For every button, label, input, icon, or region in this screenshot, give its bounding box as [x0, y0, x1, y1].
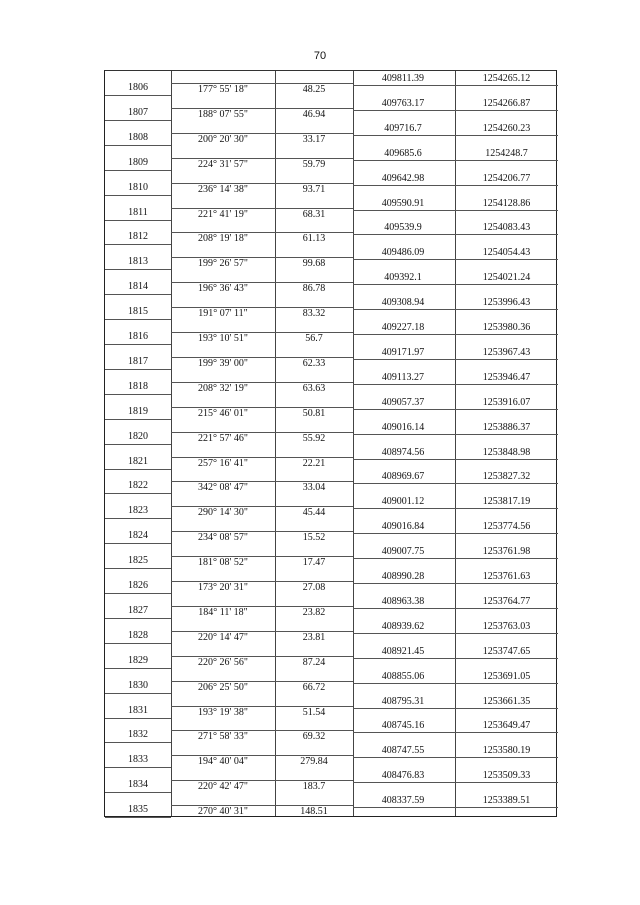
bearing-value: 236° 14' 38": [198, 183, 248, 195]
table-row: [105, 644, 556, 667]
distance-value: 183.7: [302, 781, 326, 793]
table-row: [105, 171, 556, 194]
point-id: 1820: [128, 430, 148, 442]
northing-value: 1253580.19: [482, 745, 531, 757]
point-id: 1811: [128, 206, 148, 218]
row-rule: [353, 259, 558, 260]
bearing-value: 208° 19' 18": [198, 233, 248, 245]
row-rule: [353, 210, 558, 211]
point-id: 1822: [128, 480, 148, 492]
table-row: [105, 569, 556, 592]
point-id: 1819: [128, 405, 148, 417]
point-id: 1816: [128, 331, 148, 342]
distance-value: 33.17: [302, 133, 326, 145]
distance-value: 66.72: [302, 681, 326, 693]
distance-value: 69.32: [302, 731, 326, 743]
bearing-value: 215° 46' 01": [198, 407, 248, 419]
distance-value: 279.84: [300, 756, 328, 768]
table-row: [105, 245, 556, 268]
easting-value: 408939.62: [381, 620, 425, 632]
table-row: [105, 96, 556, 119]
distance-value: 51.54: [302, 706, 326, 718]
easting-value: 409113.27: [381, 371, 425, 383]
northing-value: 1253764.77: [482, 595, 531, 607]
easting-value: 409811.39: [381, 73, 425, 84]
table-row: [105, 220, 556, 243]
northing-value: 1253916.07: [482, 396, 531, 408]
bearing-value: 271° 58' 33": [198, 731, 248, 743]
northing-value: 1253661.35: [482, 695, 531, 707]
distance-value: 99.68: [302, 258, 326, 270]
easting-value: 409716.7: [384, 122, 422, 134]
point-id: 1830: [128, 679, 148, 691]
row-rule: [353, 185, 558, 186]
easting-value: 408476.83: [381, 770, 425, 782]
coordinates-table: [104, 70, 557, 817]
row-rule: [353, 533, 558, 534]
northing-value: 1254248.7: [485, 147, 528, 159]
point-id: 1808: [128, 131, 148, 143]
northing-value: 1253827.32: [482, 471, 531, 483]
bearing-value: 234° 08' 57": [198, 532, 248, 544]
easting-value: 408974.56: [381, 446, 425, 458]
northing-value: 1253747.65: [482, 645, 531, 657]
page-number: 70: [313, 50, 327, 62]
bearing-value: 193° 19' 38": [198, 706, 248, 718]
easting-value: 409763.17: [381, 97, 425, 109]
easting-value: 408921.45: [381, 645, 425, 657]
point-id: 1814: [128, 281, 148, 293]
easting-value: 409227.18: [381, 322, 425, 333]
bearing-value: 290° 14' 30": [198, 507, 248, 519]
bearing-value: 224° 31' 57": [198, 158, 248, 170]
easting-value: 408855.06: [381, 670, 425, 682]
table-row: [105, 270, 556, 293]
point-id: 1835: [128, 804, 148, 816]
table-row: [105, 469, 556, 492]
northing-value: 1253980.36: [482, 322, 531, 333]
distance-value: 22.21: [302, 457, 326, 469]
easting-value: 409171.97: [381, 346, 425, 358]
distance-value: 93.71: [302, 183, 326, 195]
row-rule: [353, 110, 558, 111]
point-id: 1828: [128, 629, 148, 641]
row-rule: [353, 384, 558, 385]
point-id: 1826: [128, 580, 148, 591]
table-row: [105, 121, 556, 144]
bearing-value: 220° 14' 47": [198, 631, 248, 643]
distance-value: 27.08: [302, 582, 326, 593]
table-row: [105, 295, 556, 318]
table-row: [105, 743, 556, 766]
row-rule: [353, 434, 558, 435]
easting-value: 408745.16: [381, 720, 425, 732]
row-rule: [105, 817, 171, 818]
point-id: 1832: [128, 729, 148, 741]
northing-value: 1254021.24: [482, 272, 531, 284]
table-row: [105, 445, 556, 468]
bearing-value: 342° 08' 47": [198, 482, 248, 494]
row-rule: [353, 359, 558, 360]
distance-value: 148.51: [300, 806, 328, 818]
table-row: [105, 370, 556, 393]
northing-value: 1253967.43: [482, 346, 531, 358]
northing-value: 1254260.23: [482, 122, 531, 134]
distance-value: 87.24: [302, 656, 326, 668]
row-rule: [353, 409, 558, 410]
easting-value: 408963.38: [381, 595, 425, 607]
easting-value: 408969.67: [381, 471, 425, 483]
distance-value: 59.79: [302, 158, 326, 170]
easting-value: 409016.84: [381, 521, 425, 533]
northing-value: 1253691.05: [482, 670, 531, 682]
row-rule: [353, 85, 558, 86]
northing-value: 1253996.43: [482, 297, 531, 309]
row-rule: [353, 284, 558, 285]
table-row: [105, 345, 556, 368]
northing-value: 1254054.43: [482, 247, 531, 259]
easting-value: 409057.37: [381, 396, 425, 408]
row-rule: [353, 633, 558, 634]
northing-value: 1254265.12: [482, 73, 531, 84]
row-rule: [353, 234, 558, 235]
northing-value: 1253509.33: [482, 770, 531, 782]
distance-value: 83.32: [302, 308, 326, 320]
point-id: 1827: [128, 604, 148, 616]
bearing-value: 270° 40' 31": [198, 806, 248, 818]
row-rule: [353, 334, 558, 335]
point-id: 1818: [128, 380, 148, 392]
easting-value: 409539.9: [384, 222, 422, 234]
bearing-value: 199° 39' 00": [198, 357, 248, 369]
bearing-value: 184° 11' 18": [198, 606, 248, 618]
row-rule: [353, 708, 558, 709]
table-row: [105, 544, 556, 567]
table-row: [105, 146, 556, 169]
northing-value: 1253761.98: [482, 546, 531, 558]
distance-value: 68.31: [302, 208, 326, 220]
point-id: 1824: [128, 530, 148, 542]
easting-value: 409308.94: [381, 297, 425, 309]
distance-value: 23.82: [302, 606, 326, 618]
table-row: [105, 494, 556, 517]
distance-value: 63.63: [302, 382, 326, 394]
easting-value: 408795.31: [381, 695, 425, 707]
table-row: [105, 594, 556, 617]
row-rule: [353, 558, 558, 559]
easting-value: 409590.91: [381, 197, 425, 209]
table-row: [105, 718, 556, 741]
distance-value: 48.25: [302, 84, 326, 95]
bearing-value: 220° 26' 56": [198, 656, 248, 668]
table-row: [105, 619, 556, 642]
northing-value: 1253886.37: [482, 421, 531, 433]
bearing-value: 257° 16' 41": [198, 457, 248, 469]
northing-value: 1254128.86: [482, 197, 531, 209]
easting-value: 409007.75: [381, 546, 425, 558]
easting-value: 409392.1: [384, 272, 422, 284]
point-id: 1829: [128, 654, 148, 666]
distance-value: 56.7: [305, 333, 323, 344]
bearing-value: 194° 40' 04": [198, 756, 248, 768]
table-row: [105, 71, 556, 94]
bearing-value: 181° 08' 52": [198, 557, 248, 569]
row-rule: [353, 160, 558, 161]
northing-value: 1253817.19: [482, 496, 531, 508]
point-id: 1809: [128, 156, 148, 168]
table-row: [105, 320, 556, 343]
table-row: [105, 669, 556, 692]
distance-value: 45.44: [302, 507, 326, 519]
row-rule: [353, 483, 558, 484]
northing-value: 1253389.51: [482, 795, 531, 807]
table-row: [105, 196, 556, 219]
point-id: 1823: [128, 505, 148, 517]
distance-value: 86.78: [302, 283, 326, 295]
bearing-value: 221° 41' 19": [198, 208, 248, 220]
point-id: 1821: [128, 455, 148, 467]
table-row: [105, 694, 556, 717]
easting-value: 409001.12: [381, 496, 425, 508]
row-rule: [353, 807, 558, 808]
point-id: 1813: [128, 256, 148, 268]
point-id: 1834: [128, 779, 148, 791]
point-id: 1817: [128, 355, 148, 367]
northing-value: 1254206.77: [482, 172, 531, 184]
easting-value: 408747.55: [381, 745, 425, 757]
bearing-value: 193° 10' 51": [198, 333, 248, 344]
northing-value: 1254083.43: [482, 222, 531, 234]
bearing-value: 191° 07' 11": [198, 308, 248, 320]
distance-value: 15.52: [302, 532, 326, 544]
distance-value: 61.13: [302, 233, 326, 245]
bearing-value: 208° 32' 19": [198, 382, 248, 394]
table-row: [105, 519, 556, 542]
easting-value: 409642.98: [381, 172, 425, 184]
point-id: 1831: [128, 704, 148, 716]
point-id: 1807: [128, 106, 148, 118]
row-rule: [353, 683, 558, 684]
northing-value: 1254266.87: [482, 97, 531, 109]
easting-value: 408990.28: [381, 571, 425, 582]
easting-value: 408337.59: [381, 795, 425, 807]
row-rule: [353, 135, 558, 136]
distance-value: 23.81: [302, 631, 326, 643]
easting-value: 409685.6: [384, 147, 422, 159]
northing-value: 1253848.98: [482, 446, 531, 458]
point-id: 1825: [128, 555, 148, 567]
table-row: [105, 395, 556, 418]
bearing-value: 188° 07' 55": [198, 108, 248, 120]
bearing-value: 177° 55' 18": [198, 84, 248, 95]
bearing-value: 199° 26' 57": [198, 258, 248, 270]
northing-value: 1253946.47: [482, 371, 531, 383]
distance-value: 46.94: [302, 108, 326, 120]
bearing-value: 206° 25' 50": [198, 681, 248, 693]
northing-value: 1253774.56: [482, 521, 531, 533]
row-rule: [353, 508, 558, 509]
table-row: [105, 768, 556, 791]
row-rule: [353, 757, 558, 758]
row-rule: [353, 583, 558, 584]
row-rule: [353, 459, 558, 460]
table-row: [105, 420, 556, 443]
point-id: 1833: [128, 754, 148, 766]
table-row: [105, 793, 556, 816]
distance-value: 62.33: [302, 357, 326, 369]
easting-value: 409486.09: [381, 247, 425, 259]
bearing-value: 220° 42' 47": [198, 781, 248, 793]
distance-value: 55.92: [302, 432, 326, 444]
point-id: 1812: [128, 231, 148, 243]
row-rule: [353, 732, 558, 733]
point-id: 1815: [128, 306, 148, 318]
row-rule: [353, 309, 558, 310]
northing-value: 1253763.03: [482, 620, 531, 632]
row-rule: [353, 782, 558, 783]
row-rule: [353, 608, 558, 609]
easting-value: 409016.14: [381, 421, 425, 433]
distance-value: 17.47: [302, 557, 326, 569]
distance-value: 50.81: [302, 407, 326, 419]
bearing-value: 173° 20' 31": [198, 582, 248, 593]
northing-value: 1253761.63: [482, 571, 531, 582]
point-id: 1806: [128, 82, 148, 93]
point-id: 1810: [128, 181, 148, 193]
row-rule: [353, 658, 558, 659]
bearing-value: 200° 20' 30": [198, 133, 248, 145]
distance-value: 33.04: [302, 482, 326, 494]
bearing-value: 221° 57' 46": [198, 432, 248, 444]
bearing-value: 196° 36' 43": [198, 283, 248, 295]
northing-value: 1253649.47: [482, 720, 531, 732]
